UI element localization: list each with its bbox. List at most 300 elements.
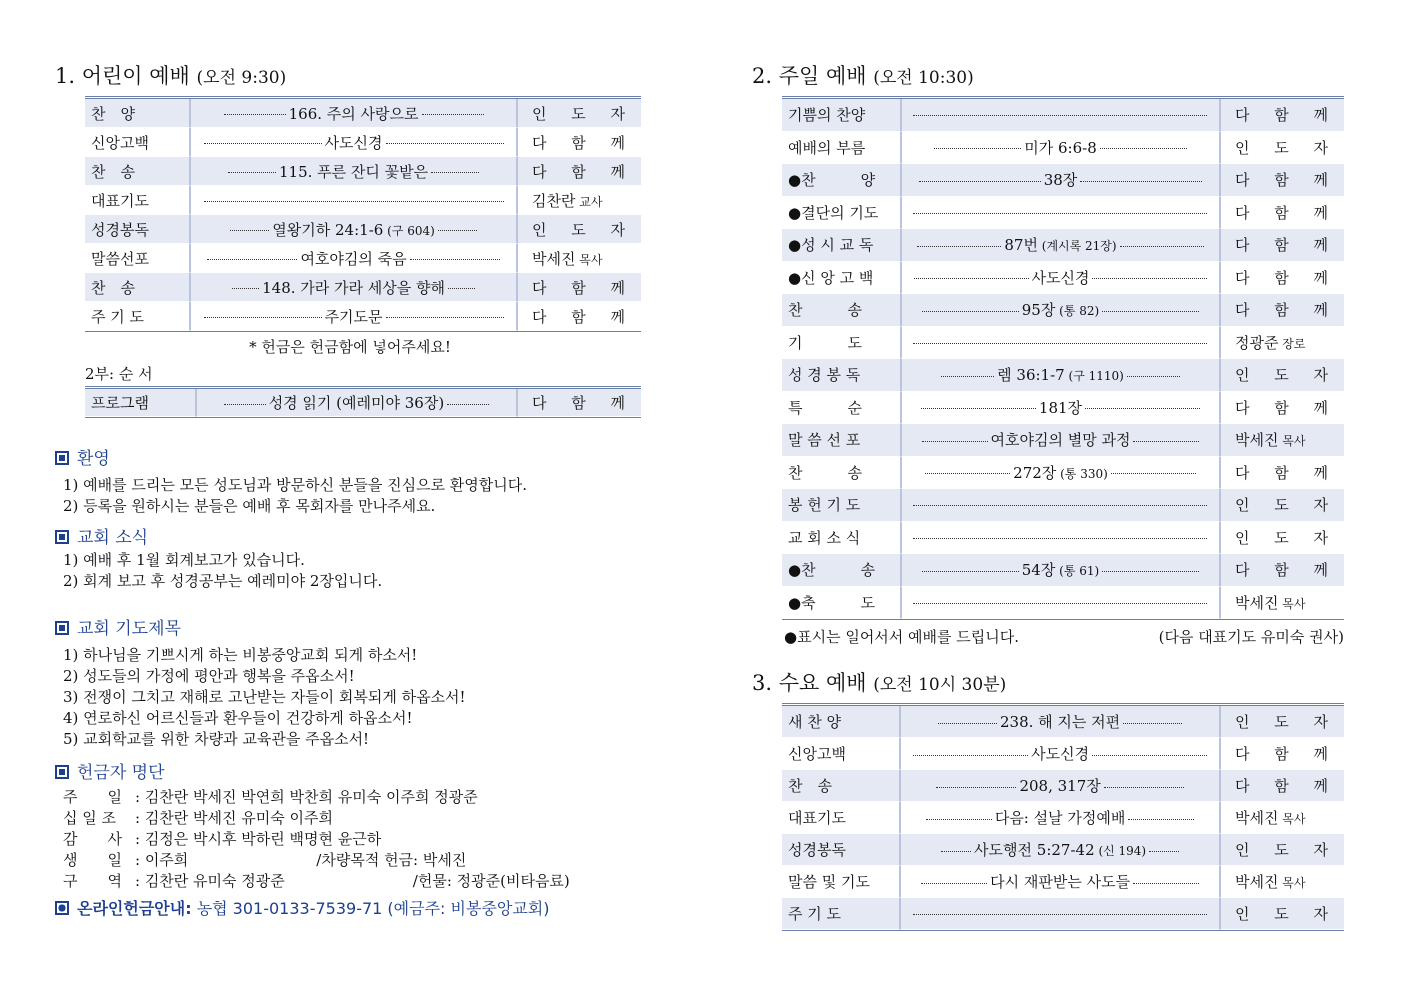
row-label [782, 738, 899, 770]
row-content [900, 132, 1221, 165]
row-leader [1221, 802, 1344, 834]
row-content-text: 렘 36:1-7 [997, 366, 1065, 385]
row-leader [518, 215, 641, 244]
row-content-text: 238. 해 지는 저편 [1000, 713, 1121, 731]
row-label [85, 186, 189, 215]
row-leader-text: 다 함 께 [1234, 561, 1338, 580]
square-bullet-icon [55, 530, 69, 544]
row-leader [1221, 522, 1344, 555]
row-leader-text: 박세진 [531, 249, 576, 268]
donor-extra: /헌물: 정광준(비타음료) [412, 872, 570, 890]
row-leader-text: 다 함 께 [1234, 463, 1338, 482]
donor-list [55, 787, 645, 892]
prayer-topics-list [55, 645, 645, 750]
row-content [900, 262, 1221, 295]
row-leader [1221, 834, 1344, 866]
donor-names: : 김찬란 박세진 유미숙 이주희 [135, 809, 334, 827]
table-row [782, 898, 1344, 930]
dot-leader [1127, 376, 1180, 377]
row-content [899, 834, 1221, 866]
donor-extra: /차량목적 헌금: 박세진 [316, 851, 467, 869]
row-leader [1221, 706, 1344, 738]
row-leader [518, 99, 641, 128]
church-news-heading [55, 523, 645, 548]
row-leader-text: 다 함 께 [1234, 171, 1338, 190]
dot-leader [913, 755, 1028, 756]
dot-leader [1133, 883, 1199, 884]
donor-category: 주 일 [63, 788, 122, 806]
row-leader [1221, 164, 1344, 197]
dot-leader [438, 230, 478, 231]
row-label [85, 128, 189, 157]
donor-category: 감 사 [63, 830, 122, 848]
sunday-footnote [784, 626, 1344, 647]
dot-leader [934, 148, 1021, 149]
row-content [189, 128, 518, 157]
sunday-service-table [782, 96, 1344, 620]
row-label [782, 706, 899, 738]
table-row [782, 359, 1344, 392]
section-title-text: 1. 어린이 예배 [55, 64, 190, 88]
list-item: 2) 등록을 원하시는 분들은 예배 후 목회자를 만나주세요. [63, 497, 436, 515]
row-label [85, 157, 189, 186]
row-label-text: 기 도 [788, 333, 862, 352]
children-service-table [85, 96, 641, 332]
row-label [85, 244, 189, 273]
row-content [899, 898, 1221, 930]
row-label [782, 770, 899, 802]
dot-leader [230, 230, 270, 231]
table-row [782, 489, 1344, 522]
dot-leader [224, 404, 266, 405]
row-label-text: ●찬 송 [788, 561, 876, 580]
row-content-text: 사도신경 [1031, 745, 1090, 763]
row-leader [1221, 229, 1344, 262]
row-content [900, 327, 1221, 360]
row-content [900, 522, 1221, 555]
row-content [900, 554, 1221, 587]
table-row [782, 99, 1344, 132]
online-offering-account: 농협 301-0133-7539-71 (예금주: 비봉중앙교회) [196, 899, 550, 918]
row-content-text: 181장 [1038, 398, 1083, 417]
row-leader-text: 인 도 자 [1234, 496, 1338, 515]
row-label [85, 302, 189, 331]
row-leader-text: 인 도 자 [1234, 366, 1338, 385]
row-label-text: 성경봉독 [788, 841, 846, 859]
row-content [900, 197, 1221, 230]
row-leader [1221, 197, 1344, 230]
row-label-text: 찬 송 [788, 463, 862, 482]
row-leader-text: 인 도 자 [1234, 905, 1338, 923]
dot-leader [1085, 408, 1200, 409]
online-offering-label: 온라인헌금안내: [77, 899, 192, 918]
row-label [782, 424, 900, 457]
dot-leader [204, 143, 322, 144]
row-label [782, 99, 900, 132]
row-label-text: ●찬 양 [788, 171, 876, 190]
table-row [782, 770, 1344, 802]
row-leader-role: 목사 [1278, 876, 1306, 890]
row-label [85, 389, 195, 417]
dot-leader [410, 259, 500, 260]
row-label-text: 말씀선포 [91, 249, 149, 268]
list-item: 1) 예배 후 1월 회계보고가 있습니다. [63, 551, 305, 569]
dot-leader [386, 143, 504, 144]
row-content-text: 38장 [1043, 171, 1078, 190]
row-leader [1221, 392, 1344, 425]
row-leader [1221, 738, 1344, 770]
dot-leader [921, 883, 987, 884]
row-leader [518, 273, 641, 302]
dot-leader [913, 343, 1207, 344]
row-label-text: 성경봉독 [91, 220, 149, 239]
dot-leader [913, 603, 1207, 604]
row-leader [1221, 898, 1344, 930]
row-content [189, 99, 518, 128]
dot-leader [941, 851, 971, 852]
row-label-text: 신앙고백 [788, 745, 846, 763]
row-leader [1221, 554, 1344, 587]
dot-leader [922, 441, 988, 442]
dot-leader [224, 114, 286, 115]
row-content-text: 성경 읽기 (예레미야 36장) [268, 394, 445, 412]
row-leader-role: 교사 [575, 194, 603, 209]
table-row [782, 866, 1344, 898]
row-label [782, 834, 899, 866]
row-label-text: ●성 시 교 독 [788, 236, 874, 255]
square-bullet-icon [55, 451, 69, 465]
dot-leader [1080, 181, 1202, 182]
row-leader-text: 다 함 께 [1234, 745, 1338, 763]
row-leader [1221, 770, 1344, 802]
row-leader [518, 128, 641, 157]
prayer-topics-heading [55, 614, 645, 639]
table-row [782, 132, 1344, 165]
row-label [782, 229, 900, 262]
row-leader [1221, 262, 1344, 295]
row-content-text: 115. 푸른 잔디 꽃밭은 [278, 162, 429, 181]
row-leader [1221, 866, 1344, 898]
row-leader [1221, 99, 1344, 132]
row-label [782, 359, 900, 392]
sunday-service-title [752, 60, 1352, 90]
right-column [752, 60, 1352, 931]
table-row [85, 215, 641, 244]
row-label [782, 898, 899, 930]
dot-leader [914, 278, 1029, 279]
row-leader-text: 다 함 께 [1234, 398, 1338, 417]
table-row [85, 186, 641, 215]
row-leader-text: 다 함 께 [531, 307, 635, 326]
row-content [900, 359, 1221, 392]
dot-leader [936, 787, 1016, 788]
row-content-note: (통 330) [1056, 466, 1108, 481]
row-leader [1221, 327, 1344, 360]
row-label [782, 802, 899, 834]
square-bullet-icon [55, 765, 69, 779]
row-leader [518, 389, 641, 417]
row-label-text: 찬 송 [788, 777, 832, 795]
row-label [782, 197, 900, 230]
part2-table [85, 386, 641, 418]
row-label-text: 새 찬 양 [788, 713, 842, 731]
table-row [85, 389, 641, 417]
table-row [85, 157, 641, 186]
row-content-text: 다음: 설날 가정예배 [994, 809, 1126, 827]
dot-leader [447, 404, 489, 405]
dot-leader [1128, 819, 1194, 820]
row-label-text: 예배의 부름 [788, 138, 866, 157]
row-leader-text: 박세진 [1234, 809, 1279, 827]
row-leader-text: 다 함 께 [1234, 236, 1338, 255]
row-leader-text: 인 도 자 [1234, 841, 1338, 859]
row-content-text: 87번 [1004, 236, 1038, 255]
table-row [782, 554, 1344, 587]
row-leader-text: 다 함 께 [531, 133, 635, 152]
row-label-text: 찬 송 [91, 162, 135, 181]
dot-leader [913, 538, 1207, 539]
list-item: 1) 예배를 드리는 모든 성도님과 방문하신 분들을 진심으로 환영합니다. [63, 476, 528, 494]
row-leader [518, 244, 641, 273]
row-content [189, 302, 518, 331]
row-leader-text: 인 도 자 [1234, 528, 1338, 547]
row-label-text: ●신 앙 고 백 [788, 268, 874, 287]
row-leader-text: 인 도 자 [1234, 713, 1338, 731]
row-content [899, 738, 1221, 770]
heading-text: 헌금자 명단 [77, 763, 165, 783]
row-content-note: (구 604) [383, 223, 435, 238]
heading-text: 교회 소식 [77, 528, 149, 548]
row-content-text: 미가 6:6-8 [1024, 138, 1097, 157]
row-leader-text: 다 함 께 [531, 278, 635, 297]
offering-note: * 헌금은 헌금함에 넣어주세요! [249, 338, 451, 356]
wednesday-service-table [782, 703, 1344, 931]
dot-leader [1123, 723, 1182, 724]
row-label [782, 132, 900, 165]
row-content [900, 424, 1221, 457]
row-label-text: 주 기 도 [788, 905, 842, 923]
table-row [782, 738, 1344, 770]
row-leader-text: 다 함 께 [1234, 301, 1338, 320]
row-label [782, 489, 900, 522]
row-leader [518, 186, 641, 215]
row-content-note: (계시록 21장) [1037, 239, 1117, 254]
row-content-text: 다시 재판받는 사도들 [990, 873, 1131, 891]
row-leader-role: 목사 [575, 252, 603, 267]
row-content [189, 157, 518, 186]
table-row [782, 392, 1344, 425]
row-content-note: (통 82) [1055, 304, 1100, 319]
row-content [900, 294, 1221, 327]
row-content-note: (통 61) [1055, 564, 1100, 579]
table-row [782, 457, 1344, 490]
list-item: 2) 회계 보고 후 성경공부는 예레미야 2장입니다. [63, 572, 383, 590]
row-label-text: 찬 송 [788, 301, 862, 320]
church-news-list [55, 550, 645, 592]
row-leader [1221, 457, 1344, 490]
dot-leader [232, 288, 259, 289]
row-leader [518, 157, 641, 186]
row-leader-text: 정광준 [1234, 333, 1279, 352]
dot-leader [922, 571, 1019, 572]
row-leader-text: 다 함 께 [531, 394, 635, 412]
row-leader-text: 인 도 자 [531, 220, 635, 239]
table-row [85, 99, 641, 128]
dot-leader [204, 201, 504, 202]
dot-leader [431, 172, 479, 173]
row-label [782, 262, 900, 295]
row-label [782, 294, 900, 327]
row-label [85, 215, 189, 244]
next-prayer-note: (다음 대표기도 유미숙 권사) [1158, 628, 1344, 646]
row-content [899, 802, 1221, 834]
row-label-text: ●축 도 [788, 593, 876, 612]
dot-leader [917, 246, 1001, 247]
dot-leader [1102, 311, 1199, 312]
row-leader [518, 302, 641, 331]
dot-leader [922, 311, 1019, 312]
row-label [782, 554, 900, 587]
list-item: 3) 전쟁이 그치고 재해로 고난받는 자들이 회복되게 하옵소서! [63, 688, 466, 706]
row-label-text: 봉 헌 기 도 [788, 496, 861, 515]
table-row [782, 424, 1344, 457]
row-leader-text: 다 함 께 [1234, 268, 1338, 287]
dot-leader [1100, 148, 1187, 149]
square-bullet-icon [55, 621, 69, 635]
donor-row [63, 787, 645, 808]
heading-text: 환영 [77, 449, 110, 469]
dot-leader [207, 259, 297, 260]
section-time: (오전 9:30) [196, 68, 287, 88]
section-time: (오전 10시 30분) [873, 675, 1007, 695]
row-content [900, 229, 1221, 262]
row-leader [1221, 359, 1344, 392]
dot-leader [926, 819, 992, 820]
row-label [782, 327, 900, 360]
table-row [85, 273, 641, 302]
welcome-list [55, 475, 645, 517]
table-row [782, 164, 1344, 197]
table-row [782, 706, 1344, 738]
donor-names: : 김찬란 박세진 박연희 박찬희 유미숙 이주희 정광준 [135, 788, 478, 806]
donor-row [63, 871, 645, 892]
row-content-text: 여호야김의 별망 과정 [990, 431, 1131, 450]
row-label-text: 주 기 도 [91, 307, 145, 326]
dot-leader [1111, 473, 1197, 474]
row-label-text: 프로그램 [91, 394, 149, 412]
donors-heading [55, 758, 645, 783]
table-row [782, 522, 1344, 555]
row-content [900, 164, 1221, 197]
online-offering [55, 896, 645, 919]
row-label-text: 특 순 [788, 398, 862, 417]
row-content [900, 392, 1221, 425]
row-content [189, 273, 518, 302]
row-content-note: (구 1110) [1064, 369, 1124, 384]
row-content-text: 272장 [1013, 463, 1057, 482]
row-leader-text: 김찬란 [531, 191, 576, 210]
dot-leader [228, 172, 276, 173]
row-content [900, 457, 1221, 490]
donor-category: 생 일 [63, 851, 122, 869]
row-label-text: 찬 송 [91, 278, 135, 297]
row-leader-role: 목사 [1278, 812, 1306, 826]
dot-leader [204, 317, 322, 318]
section-title-text: 3. 수요 예배 [752, 671, 867, 695]
dot-leader [386, 317, 504, 318]
children-service-title [55, 60, 645, 90]
row-leader-text: 박세진 [1234, 431, 1279, 450]
row-leader [1221, 294, 1344, 327]
row-leader-text: 박세진 [1234, 593, 1279, 612]
row-content-text: 사도신경 [1031, 268, 1090, 287]
row-content-text: 95장 [1021, 301, 1056, 320]
row-leader-text: 박세진 [1234, 873, 1279, 891]
row-label [782, 392, 900, 425]
row-content [195, 389, 518, 417]
row-label [782, 587, 900, 620]
dot-leader [1104, 787, 1184, 788]
row-leader-text: 다 함 께 [1234, 777, 1338, 795]
row-content-text: 사도행전 5:27-42 [974, 841, 1095, 859]
left-column [55, 60, 645, 919]
row-leader [1221, 424, 1344, 457]
section-time: (오전 10:30) [873, 68, 974, 88]
row-content-note: (신 194) [1094, 844, 1147, 858]
row-label-text: 대표기도 [91, 191, 149, 210]
row-content-text: 166. 주의 사랑으로 [288, 104, 419, 123]
dot-leader [1149, 851, 1179, 852]
row-content-text: 주기도문 [324, 307, 383, 326]
dot-leader [1102, 571, 1199, 572]
row-content [900, 489, 1221, 522]
row-content [899, 770, 1221, 802]
row-label-text: 교 회 소 식 [788, 528, 861, 547]
table-row [782, 262, 1344, 295]
row-leader-text: 인 도 자 [531, 104, 635, 123]
heading-text: 교회 기도제목 [77, 619, 181, 639]
part2-title: 2부: 순 서 [85, 365, 153, 383]
dot-leader [919, 181, 1041, 182]
donor-row [63, 850, 645, 871]
list-item: 1) 하나님을 기쁘시게 하는 비봉중앙교회 되게 하소서! [63, 646, 418, 664]
row-content-text: 208, 317장 [1019, 777, 1101, 795]
row-label [85, 99, 189, 128]
row-content [900, 587, 1221, 620]
row-label [782, 457, 900, 490]
row-leader-text: 다 함 께 [1234, 106, 1338, 125]
row-leader-role: 장로 [1278, 336, 1306, 351]
table-row [85, 244, 641, 273]
row-content [899, 866, 1221, 898]
donor-category: 구 역 [63, 872, 122, 890]
donor-category: 십 일 조 [63, 809, 117, 827]
row-label [782, 522, 900, 555]
donor-names: : 김정은 박시후 박하린 백명현 윤근하 [135, 830, 382, 848]
row-label [85, 273, 189, 302]
row-label-text: 신앙고백 [91, 133, 149, 152]
welcome-heading [55, 444, 645, 469]
dot-leader [925, 473, 1011, 474]
row-content [189, 244, 518, 273]
row-label-text: 대표기도 [788, 809, 846, 827]
dot-leader [913, 914, 1207, 915]
row-label-text: 성 경 봉 독 [788, 366, 861, 385]
row-label-text: 찬 양 [91, 104, 135, 123]
dot-leader [913, 213, 1207, 214]
donor-row [63, 808, 645, 829]
table-row [782, 834, 1344, 866]
